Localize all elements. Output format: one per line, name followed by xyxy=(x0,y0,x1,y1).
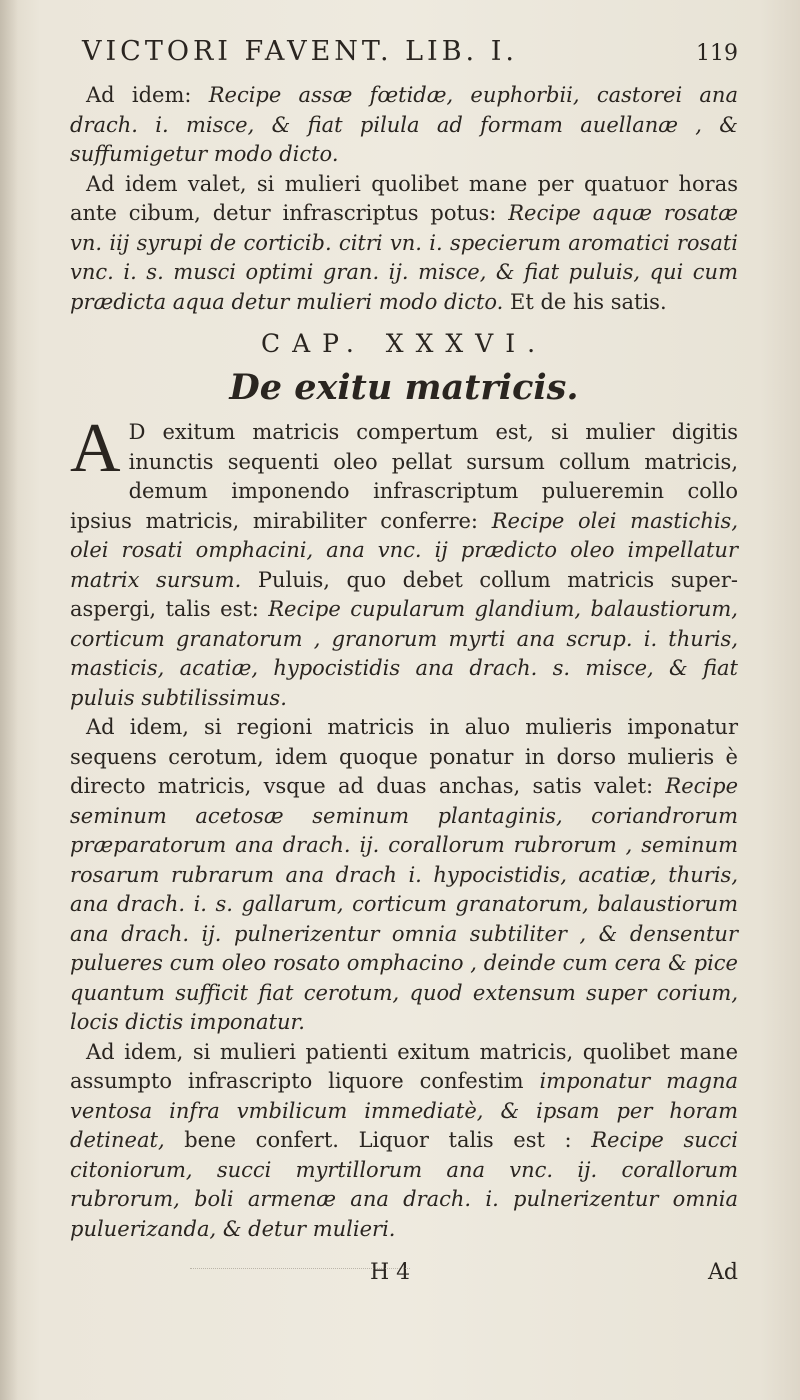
body-text xyxy=(70,81,738,1288)
paragraph-2-tail: Et de his satis. xyxy=(503,289,667,314)
paragraph-3-recipe-oil: Recipe olei mastichis, olei rosati omphacini, ana vnc. ij prædicto oleo impellatur matrix sursum. xyxy=(70,508,739,592)
paragraph-3-recipe-powder: Recipe cupularum glandium, balaustiorum, corticum granatorum , granorum myrti ana scrup. i. thuris, masticis, acatiæ, hypocistidis ana drach. s. misce, & fiat puluis subtilissimus. xyxy=(70,597,738,710)
running-header xyxy=(82,36,738,67)
paragraph-5-recipe: Recipe succi citoniorum, succi myrtillorum ana vnc. ij. corallorum rubrorum, boli armenæ ana drach. i. pulnerizentur omnia puluerizanda, & detur mulieri. xyxy=(70,1128,738,1241)
paragraph-5-instruction: imponatur magna ventosa infra vmbilicum immediatè, & ipsam per horam detineat, xyxy=(70,1069,738,1152)
paragraph-5-lead: Ad idem, si mulieri patienti exitum matricis, quolibet mane assumpto infrascripto liquore confestim xyxy=(70,1039,738,1093)
paragraph-3-lead: D exitum matricis compertum est, si mulier digitis inunctis sequenti oleo pellat sursum collum matricis, demum imponendo infrascriptum pulueremin collo ipsius matricis, mirabiliter conferre: xyxy=(70,420,738,533)
catchword: Ad xyxy=(708,1260,738,1285)
paragraph-3-mid: Puluis, quo debet collum matricis super-aspergi, talis est: xyxy=(70,567,738,621)
paragraph-4 xyxy=(70,713,738,1038)
paragraph-2-lead: Ad idem valet, si mulieri quolibet mane per quatuor horas ante cibum, detur infrascriptus potus: xyxy=(70,171,738,225)
paragraph-4-lead: Ad idem, si regioni matricis in aluo mulieris imponatur sequens cerotum, idem quoque ponatur in dorso mulieris è directo matricis, vsque ad duas anchas, satis valet: xyxy=(70,715,738,798)
folio-number: 119 xyxy=(696,41,738,66)
section-title: De exitu matricis. xyxy=(229,366,579,408)
drop-cap: A xyxy=(70,410,121,487)
gutter-shadow xyxy=(0,0,18,1400)
paragraph-5 xyxy=(70,1038,738,1245)
paragraph-1-lead: Ad idem: xyxy=(86,83,209,107)
paragraph-4-recipe: Recipe seminum acetosæ seminum plantaginis, coriandrorum præparatorum ana drach. ij. corallorum rubrorum , seminum rosarum rubrarum ana drach i. hypocistidis, acatiæ, thuris, ana drach. i. s. gallarum, corticum granatorum, balaustiorum ana drach. ij. pulnerizentur omnia subtiliter , & densentur pulueres cum oleo rosato omphacino , deinde cum cera & pice quantum sufficit fiat cerotum, quod extensum super corium, locis dictis imponatur. xyxy=(70,774,738,1034)
signature-mark: H 4 xyxy=(370,1260,411,1285)
paragraph-1 xyxy=(70,81,738,170)
paragraph-3 xyxy=(70,410,739,713)
paragraph-2-recipe: Recipe aquæ rosatæ vn. iij syrupi de corticib. citri vn. i. specierum aromatici rosati vnc. i. s. musci optimi gran. ij. misce, & fiat puluis, qui cum prædicta aqua detur mulieri modo dicto. xyxy=(70,201,738,314)
paragraph-2 xyxy=(70,170,738,318)
show-through-smudge xyxy=(190,1250,410,1269)
paragraph-1-recipe: Recipe assæ fœtidæ, euphorbii, castorei ana drach. i. misce, & fiat pilula ad formam auellanæ , & suffumigetur modo dicto. xyxy=(70,83,738,166)
paragraph-5-mid: bene confert. Liquor talis est : xyxy=(164,1128,592,1152)
chapter-heading: CAP. XXXVI. xyxy=(260,329,548,358)
running-title: VICTORI FAVENT. LIB. I. xyxy=(82,36,518,67)
